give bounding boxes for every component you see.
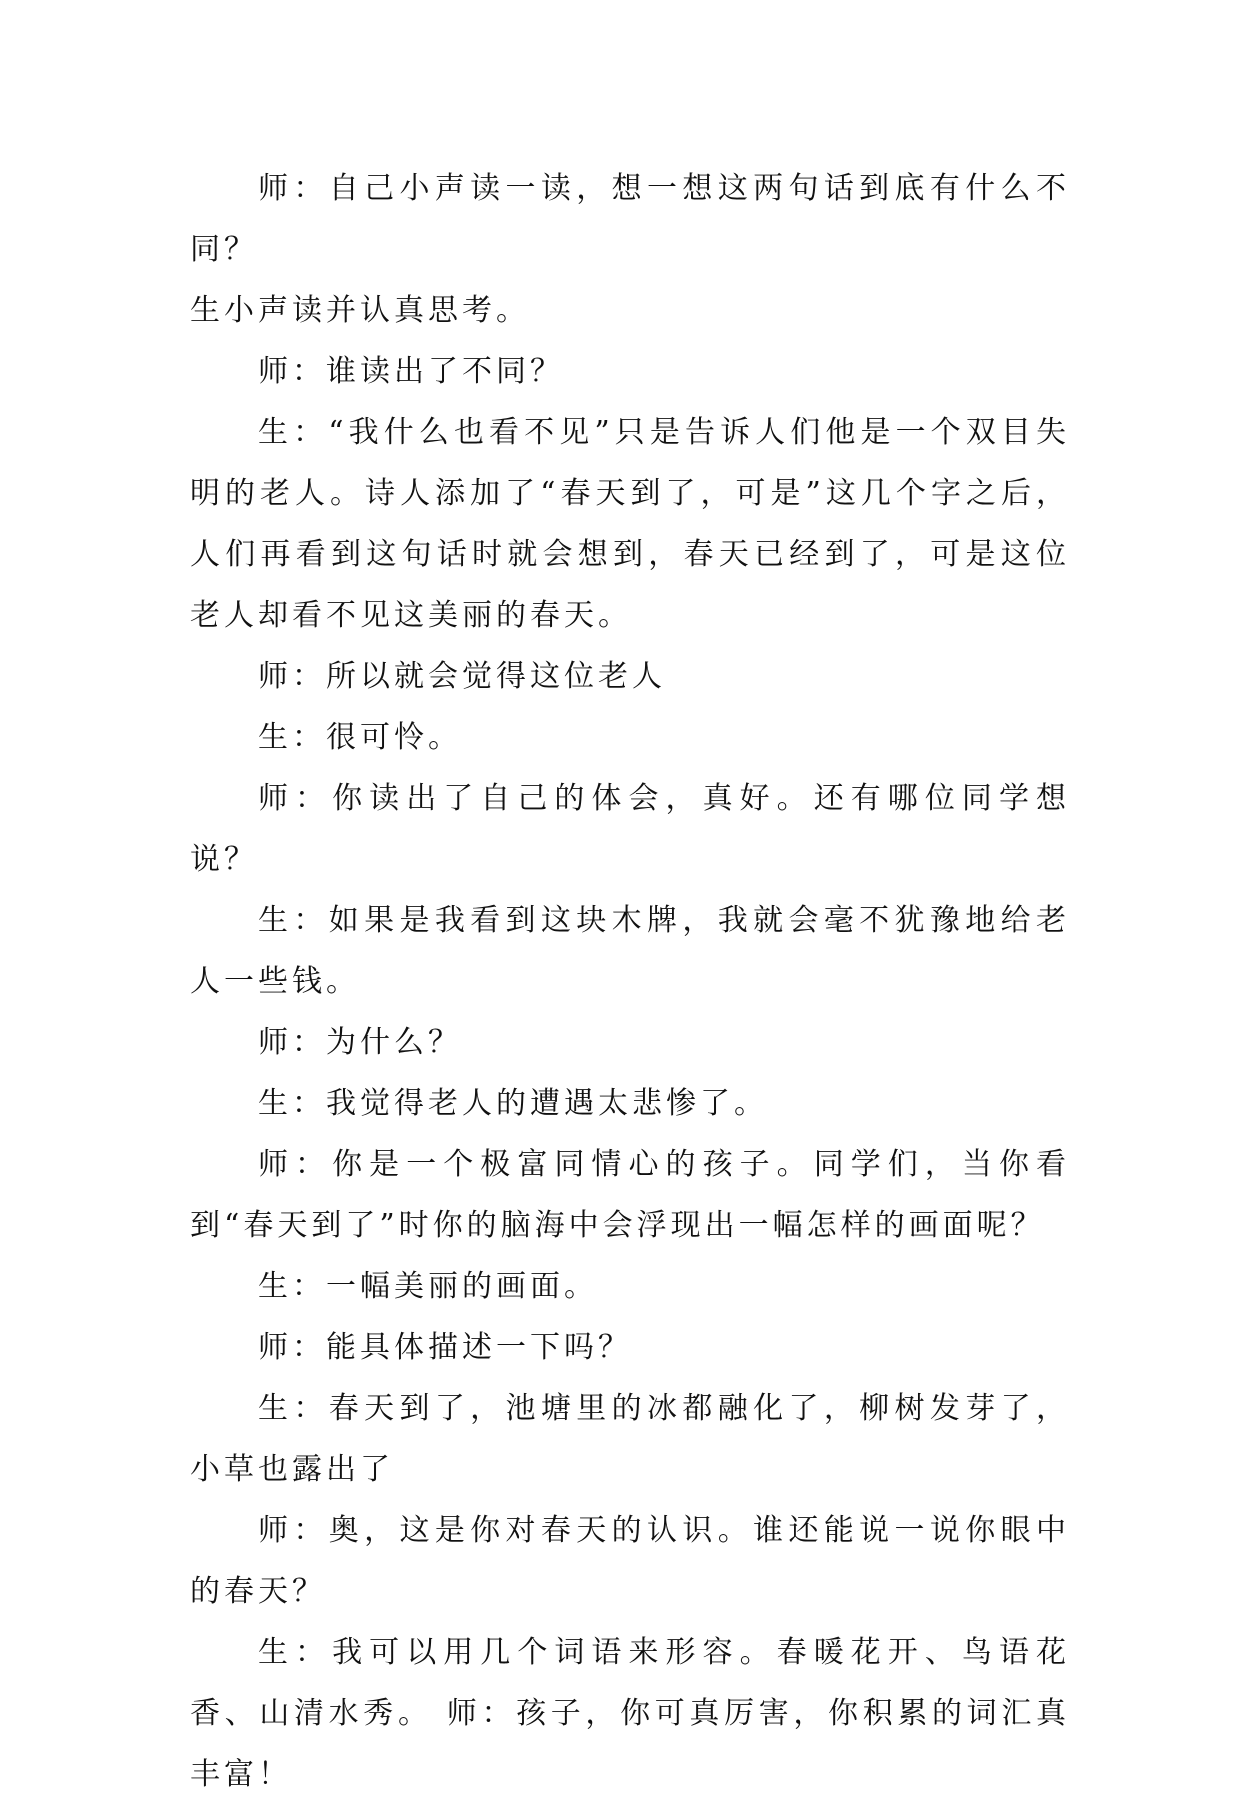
paragraph: 生：如果是我看到这块木牌，我就会毫不犹豫地给老人一些钱。 — [190, 903, 1070, 999]
paragraph: 生：很可怜。 — [258, 720, 462, 755]
paragraph: 师：能具体描述一下吗？ — [258, 1330, 632, 1365]
paragraph: 师：你是一个极富同情心的孩子。同学们，当你看到“春天到了”时你的脑海中会浮现出一幅怎样的画面呢？ — [190, 1147, 1070, 1243]
paragraph: 师：你读出了自己的体会，真好。还有哪位同学想说？ — [190, 781, 1070, 877]
paragraph: 师：谁读出了不同？ — [258, 354, 564, 389]
document-body — [190, 158, 1070, 1805]
paragraph: 生：我觉得老人的遭遇太悲惨了。 — [258, 1086, 768, 1121]
paragraph: 生：我可以用几个词语来形容。春暖花开、鸟语花香、山清水秀。 师：孩子，你可真厉害，你积累的词汇真丰富！ — [190, 1635, 1070, 1792]
paragraph: 生小声读并认真思考。 — [190, 293, 530, 328]
paragraph: 师：自己小声读一读，想一想这两句话到底有什么不同？ — [190, 171, 1070, 267]
paragraph: 师：奥，这是你对春天的认识。谁还能说一说你眼中的春天？ — [190, 1513, 1070, 1609]
paragraph: 生：“我什么也看不见”只是告诉人们他是一个双目失明的老人。诗人添加了“春天到了，可是”这几个字之后，人们再看到这句话时就会想到，春天已经到了，可是这位老人却看不见这美丽的春天。 — [190, 415, 1070, 633]
paragraph: 师：为什么？ — [258, 1025, 462, 1060]
paragraph: 师：所以就会觉得这位老人 — [258, 659, 666, 694]
paragraph: 生：一幅美丽的画面。 — [258, 1269, 598, 1304]
paragraph: 生：春天到了，池塘里的冰都融化了，柳树发芽了，小草也露出了 — [190, 1391, 1070, 1487]
